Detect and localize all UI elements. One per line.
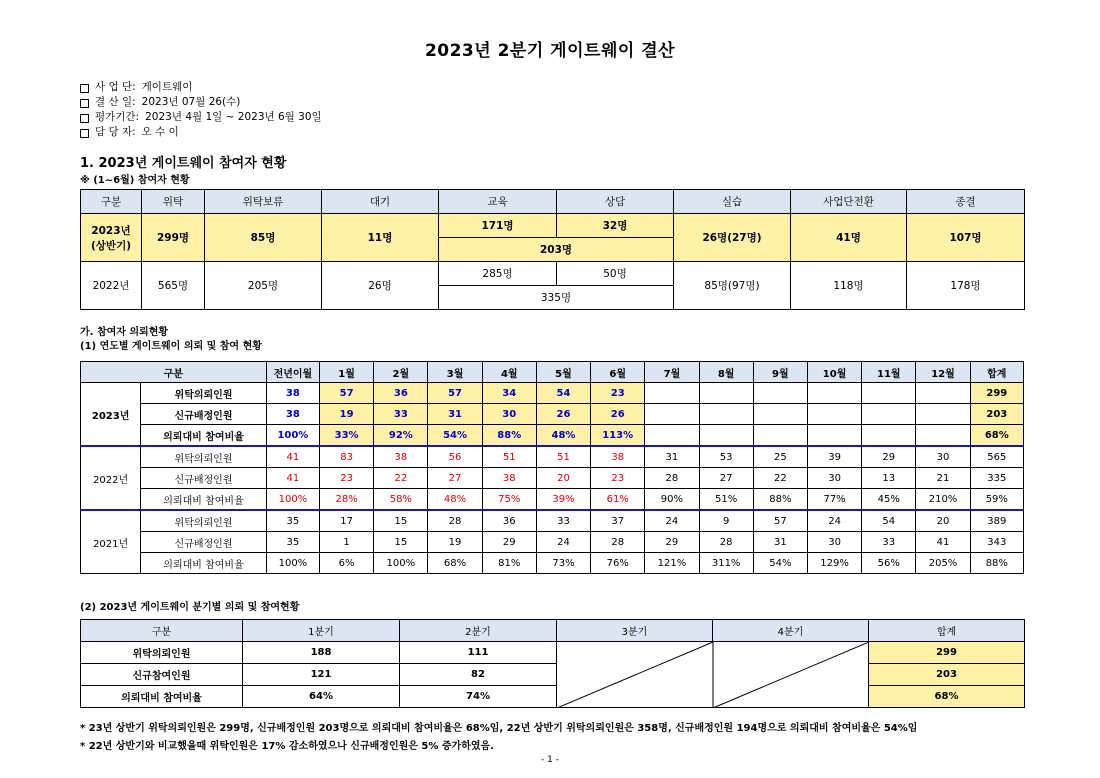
- table-cell: 188: [243, 642, 400, 664]
- diagonal-line: [713, 642, 869, 708]
- table-cell: 23: [591, 468, 645, 489]
- year-cell: 2021년: [81, 510, 141, 574]
- row-label-period: (상반기): [90, 239, 132, 252]
- meta-value: 오 수 이: [141, 126, 179, 138]
- table-cell: 15: [374, 510, 428, 532]
- section2-title: 가. 참여자 의뢰현황: [80, 327, 169, 338]
- meta-row: [80, 110, 322, 125]
- header-cell: 상담: [557, 190, 674, 214]
- table-cell: 32명: [557, 214, 674, 238]
- meta-label: 사 업 단:: [95, 81, 136, 93]
- table-cell: 21: [916, 468, 970, 489]
- table-cell: 54: [536, 383, 590, 404]
- header-cell: 8월: [699, 362, 753, 383]
- table-cell: 33: [536, 510, 590, 532]
- footnotes: [80, 720, 917, 756]
- table-cell: 54%: [428, 425, 482, 447]
- table-row: [81, 642, 1025, 664]
- table-cell: 81%: [482, 553, 536, 574]
- section2-subtitle: (1) 연도별 게이트웨이 의뢰 및 참여 현황: [80, 341, 262, 352]
- row-label: 의뢰대비 참여비율: [141, 489, 267, 511]
- table-cell: [645, 425, 699, 447]
- checkbox-icon: [80, 99, 89, 108]
- table-cell: 77%: [807, 489, 861, 511]
- row-label: 의뢰대비 참여비율: [141, 425, 267, 447]
- header-cell: 위탁보류: [205, 190, 322, 214]
- table-cell: [645, 404, 699, 425]
- table-cell: 24: [536, 532, 590, 553]
- table-cell: 56%: [862, 553, 916, 574]
- table-cell: 335명: [439, 286, 674, 310]
- table-cell: 25: [753, 446, 807, 468]
- header-cell: 6월: [591, 362, 645, 383]
- table-cell: 68%: [428, 553, 482, 574]
- table-cell: 31: [753, 532, 807, 553]
- year-cell: 2023년: [81, 383, 141, 447]
- table-cell: 36: [374, 383, 428, 404]
- table-cell: 73%: [536, 553, 590, 574]
- table-cell: 11명: [322, 214, 439, 262]
- table-cell: 23: [591, 383, 645, 404]
- table-cell: 41: [266, 468, 319, 489]
- table-cell: [807, 383, 861, 404]
- table-cell: 27: [699, 468, 753, 489]
- table-cell: 311%: [699, 553, 753, 574]
- table-cell: 100%: [266, 425, 319, 447]
- meta-label: 담 당 자:: [95, 126, 136, 138]
- table-cell: 29: [862, 446, 916, 468]
- table-cell: 26: [591, 404, 645, 425]
- table-cell: 24: [807, 510, 861, 532]
- table-cell: 36: [482, 510, 536, 532]
- table-cell: 33: [374, 404, 428, 425]
- table-cell: 19: [428, 532, 482, 553]
- table-cell: 92%: [374, 425, 428, 447]
- checkbox-icon: [80, 84, 89, 93]
- header-cell: 전년이월: [266, 362, 319, 383]
- table-cell: 39%: [536, 489, 590, 511]
- table-cell: [916, 425, 970, 447]
- table-cell: 50명: [557, 262, 674, 286]
- section1-note: ※ (1~6월) 참여자 현황: [80, 175, 190, 186]
- table-cell: 27: [428, 468, 482, 489]
- row-label: 의뢰대비 참여비율: [81, 686, 243, 708]
- table-cell: 203: [869, 664, 1025, 686]
- table-cell: 17: [320, 510, 374, 532]
- header-cell: 12월: [916, 362, 970, 383]
- header-cell: 실습: [674, 190, 791, 214]
- row-label: 위탁의뢰인원: [141, 510, 267, 532]
- header-cell: 3분기: [557, 620, 713, 642]
- table-cell: 15: [374, 532, 428, 553]
- diagonal-line: [557, 642, 713, 708]
- header-cell: 7월: [645, 362, 699, 383]
- total-cell: 335: [970, 468, 1023, 489]
- meta-label: 평가기간:: [95, 111, 140, 123]
- page-number: - 1 -: [541, 755, 559, 765]
- table-cell: 20: [536, 468, 590, 489]
- table-cell: 54: [862, 510, 916, 532]
- table-header-row: [81, 190, 1025, 214]
- empty-quarters-cell: [557, 642, 869, 708]
- table-cell: 51: [482, 446, 536, 468]
- table-cell: 26: [536, 404, 590, 425]
- table-cell: 100%: [266, 489, 319, 511]
- table-cell: 113%: [591, 425, 645, 447]
- table-row: [81, 383, 1024, 404]
- total-cell: 299: [970, 383, 1023, 404]
- table-cell: 45%: [862, 489, 916, 511]
- table-cell: 30: [482, 404, 536, 425]
- section1-title: 1. 2023년 게이트웨이 참여자 현황: [80, 156, 287, 171]
- table-cell: 82: [400, 664, 557, 686]
- footnote: * 23년 상반기 위탁의뢰인원은 299명, 신규배정인원 203명으로 의뢰대비 참여비율은 68%임, 22년 상반기 위탁의뢰인원은 358명, 신규배정인원 194명으로 의뢰대비 참여비율은 54%임: [80, 723, 918, 734]
- table-cell: 6%: [320, 553, 374, 574]
- meta-row: [80, 125, 322, 140]
- header-cell: 4분기: [713, 620, 869, 642]
- table-cell: 58%: [374, 489, 428, 511]
- table-cell: 13: [862, 468, 916, 489]
- footnote: * 22년 상반기와 비교했을때 위탁인원은 17% 감소하였으나 신규배정인원은 5% 증가하였음.: [80, 741, 494, 752]
- quarterly-table: [80, 619, 1025, 708]
- header-cell: 대기: [322, 190, 439, 214]
- header-cell: 11월: [862, 362, 916, 383]
- header-cell: 구분: [81, 362, 267, 383]
- header-cell: 위탁: [142, 190, 205, 214]
- page-title: 2023년 2분기 게이트웨이 결산: [424, 41, 676, 61]
- table-cell: 9: [699, 510, 753, 532]
- header-cell: 교육: [439, 190, 557, 214]
- row-label: 위탁의뢰인원: [81, 642, 243, 664]
- header-cell: 2월: [374, 362, 428, 383]
- table-row: [81, 553, 1024, 574]
- meta-value: 게이트웨이: [141, 81, 193, 93]
- table-cell: 118명: [791, 262, 907, 310]
- table-cell: 22: [374, 468, 428, 489]
- row-label: 신규배정인원: [141, 468, 267, 489]
- table-cell: 53: [699, 446, 753, 468]
- table-cell: 299명: [142, 214, 205, 262]
- table-cell: 28: [645, 468, 699, 489]
- table-cell: 35: [266, 532, 319, 553]
- table-cell: 75%: [482, 489, 536, 511]
- table-cell: 83: [320, 446, 374, 468]
- table-cell: 22: [753, 468, 807, 489]
- table-cell: 34: [482, 383, 536, 404]
- table-cell: 68%: [869, 686, 1025, 708]
- header-cell: 5월: [536, 362, 590, 383]
- table-cell: [645, 383, 699, 404]
- table-cell: 121: [243, 664, 400, 686]
- row-label: 위탁의뢰인원: [141, 383, 267, 404]
- table-cell: 61%: [591, 489, 645, 511]
- total-cell: 565: [970, 446, 1023, 468]
- table-cell: 24: [645, 510, 699, 532]
- section3-title: (2) 2023년 게이트웨이 분기별 의뢰 및 참여현황: [80, 602, 300, 613]
- table-row: [81, 664, 1025, 686]
- header-cell: 3월: [428, 362, 482, 383]
- total-cell: 203: [970, 404, 1023, 425]
- table-cell: 33: [862, 532, 916, 553]
- table-cell: 54%: [753, 553, 807, 574]
- table-row: [81, 425, 1024, 447]
- table-row: [81, 446, 1024, 468]
- monthly-table-body: [81, 362, 1024, 574]
- table-cell: 31: [645, 446, 699, 468]
- table-cell: 171명: [439, 214, 557, 238]
- table-cell: 28: [591, 532, 645, 553]
- table-cell: 51%: [699, 489, 753, 511]
- monthly-referral-table: [80, 361, 1024, 574]
- table-cell: 29: [645, 532, 699, 553]
- meta-row: [80, 80, 322, 95]
- table-cell: 299: [869, 642, 1025, 664]
- table-cell: [699, 404, 753, 425]
- table-row: [81, 468, 1024, 489]
- table-cell: [916, 404, 970, 425]
- table-row: [81, 489, 1024, 511]
- meta-label: 결 산 일:: [95, 96, 136, 108]
- section2-heading: [80, 326, 262, 354]
- header-cell: 사업단전환: [791, 190, 907, 214]
- table-cell: 38: [591, 446, 645, 468]
- header-cell: 합계: [869, 620, 1025, 642]
- table-cell: 28%: [320, 489, 374, 511]
- table-cell: 56: [428, 446, 482, 468]
- header-cell: 종결: [907, 190, 1025, 214]
- table-cell: 19: [320, 404, 374, 425]
- table-cell: 26명: [322, 262, 439, 310]
- table-cell: 57: [753, 510, 807, 532]
- table-cell: 30: [807, 468, 861, 489]
- table-cell: [862, 425, 916, 447]
- table-cell: 88%: [753, 489, 807, 511]
- table-cell: 85명: [205, 214, 322, 262]
- header-cell: 1월: [320, 362, 374, 383]
- table-header-row: [81, 362, 1024, 383]
- table-cell: 38: [266, 404, 319, 425]
- table-cell: 23: [320, 468, 374, 489]
- table-cell: 48%: [428, 489, 482, 511]
- table-cell: 178명: [907, 262, 1025, 310]
- table-cell: 88%: [482, 425, 536, 447]
- year-cell: 2022년: [81, 446, 141, 510]
- row-label: [81, 214, 142, 262]
- table-cell: 39: [807, 446, 861, 468]
- table-cell: 76%: [591, 553, 645, 574]
- table-row: [81, 686, 1025, 708]
- total-cell: 68%: [970, 425, 1023, 447]
- header-cell: 구분: [81, 620, 243, 642]
- row-label: 신규배정인원: [141, 404, 267, 425]
- header-cell: 2분기: [400, 620, 557, 642]
- table-cell: 20: [916, 510, 970, 532]
- header-cell: 9월: [753, 362, 807, 383]
- checkbox-icon: [80, 114, 89, 123]
- table-cell: [862, 383, 916, 404]
- total-cell: 59%: [970, 489, 1023, 511]
- table-cell: [862, 404, 916, 425]
- meta-list: [80, 80, 322, 140]
- table-cell: 38: [482, 468, 536, 489]
- header-cell: 10월: [807, 362, 861, 383]
- table-cell: 31: [428, 404, 482, 425]
- diagonal-lines: [557, 642, 869, 708]
- table-cell: 100%: [374, 553, 428, 574]
- table-cell: 111: [400, 642, 557, 664]
- table-cell: 33%: [320, 425, 374, 447]
- table-row: [81, 214, 1025, 238]
- table-cell: 85명(97명): [674, 262, 791, 310]
- header-cell: 구분: [81, 190, 142, 214]
- total-cell: 389: [970, 510, 1023, 532]
- table-cell: 129%: [807, 553, 861, 574]
- table-cell: 38: [374, 446, 428, 468]
- table-row: [81, 404, 1024, 425]
- table-cell: 38: [266, 383, 319, 404]
- meta-value: 2023년 07월 26(수): [141, 96, 241, 108]
- table-cell: 41: [266, 446, 319, 468]
- meta-row: [80, 95, 322, 110]
- table-cell: 26명(27명): [674, 214, 791, 262]
- row-label: 의뢰대비 참여비율: [141, 553, 267, 574]
- checkbox-icon: [80, 129, 89, 138]
- row-label: 2022년: [81, 262, 142, 310]
- table-cell: 35: [266, 510, 319, 532]
- table-cell: 37: [591, 510, 645, 532]
- table-cell: 41: [916, 532, 970, 553]
- table-cell: 51: [536, 446, 590, 468]
- table-cell: [699, 425, 753, 447]
- participant-status-table: [80, 189, 1025, 310]
- header-cell: 4월: [482, 362, 536, 383]
- table-row: [81, 532, 1024, 553]
- table-cell: 1: [320, 532, 374, 553]
- row-label: 위탁의뢰인원: [141, 446, 267, 468]
- table-cell: 565명: [142, 262, 205, 310]
- header-cell: 1분기: [243, 620, 400, 642]
- table-cell: 30: [916, 446, 970, 468]
- table-cell: 203명: [439, 238, 674, 262]
- table-cell: 285명: [439, 262, 557, 286]
- table-cell: 107명: [907, 214, 1025, 262]
- meta-value: 2023년 4월 1일 ~ 2023년 6월 30일: [145, 111, 322, 123]
- table-row: [81, 510, 1024, 532]
- table-cell: [753, 383, 807, 404]
- table-cell: 121%: [645, 553, 699, 574]
- row-label-year: 2023년: [91, 224, 131, 237]
- table-cell: 210%: [916, 489, 970, 511]
- row-label: 신규배정인원: [141, 532, 267, 553]
- header-cell: 합계: [970, 362, 1023, 383]
- table-cell: 205명: [205, 262, 322, 310]
- row-label: 신규참여인원: [81, 664, 243, 686]
- table-cell: 100%: [266, 553, 319, 574]
- table-row: [81, 262, 1025, 286]
- table-cell: 90%: [645, 489, 699, 511]
- table-cell: 74%: [400, 686, 557, 708]
- table-cell: 30: [807, 532, 861, 553]
- total-cell: 343: [970, 532, 1023, 553]
- table-cell: 48%: [536, 425, 590, 447]
- table-cell: 28: [699, 532, 753, 553]
- table-cell: 41명: [791, 214, 907, 262]
- table-cell: 57: [428, 383, 482, 404]
- table-cell: [753, 404, 807, 425]
- total-cell: 88%: [970, 553, 1023, 574]
- table-header-row: [81, 620, 1025, 642]
- table-cell: [699, 383, 753, 404]
- table-cell: 205%: [916, 553, 970, 574]
- table-cell: 28: [428, 510, 482, 532]
- table-cell: 29: [482, 532, 536, 553]
- table-cell: [916, 383, 970, 404]
- table-cell: [753, 425, 807, 447]
- table-cell: 64%: [243, 686, 400, 708]
- table-cell: [807, 404, 861, 425]
- table-cell: [807, 425, 861, 447]
- table-cell: 57: [320, 383, 374, 404]
